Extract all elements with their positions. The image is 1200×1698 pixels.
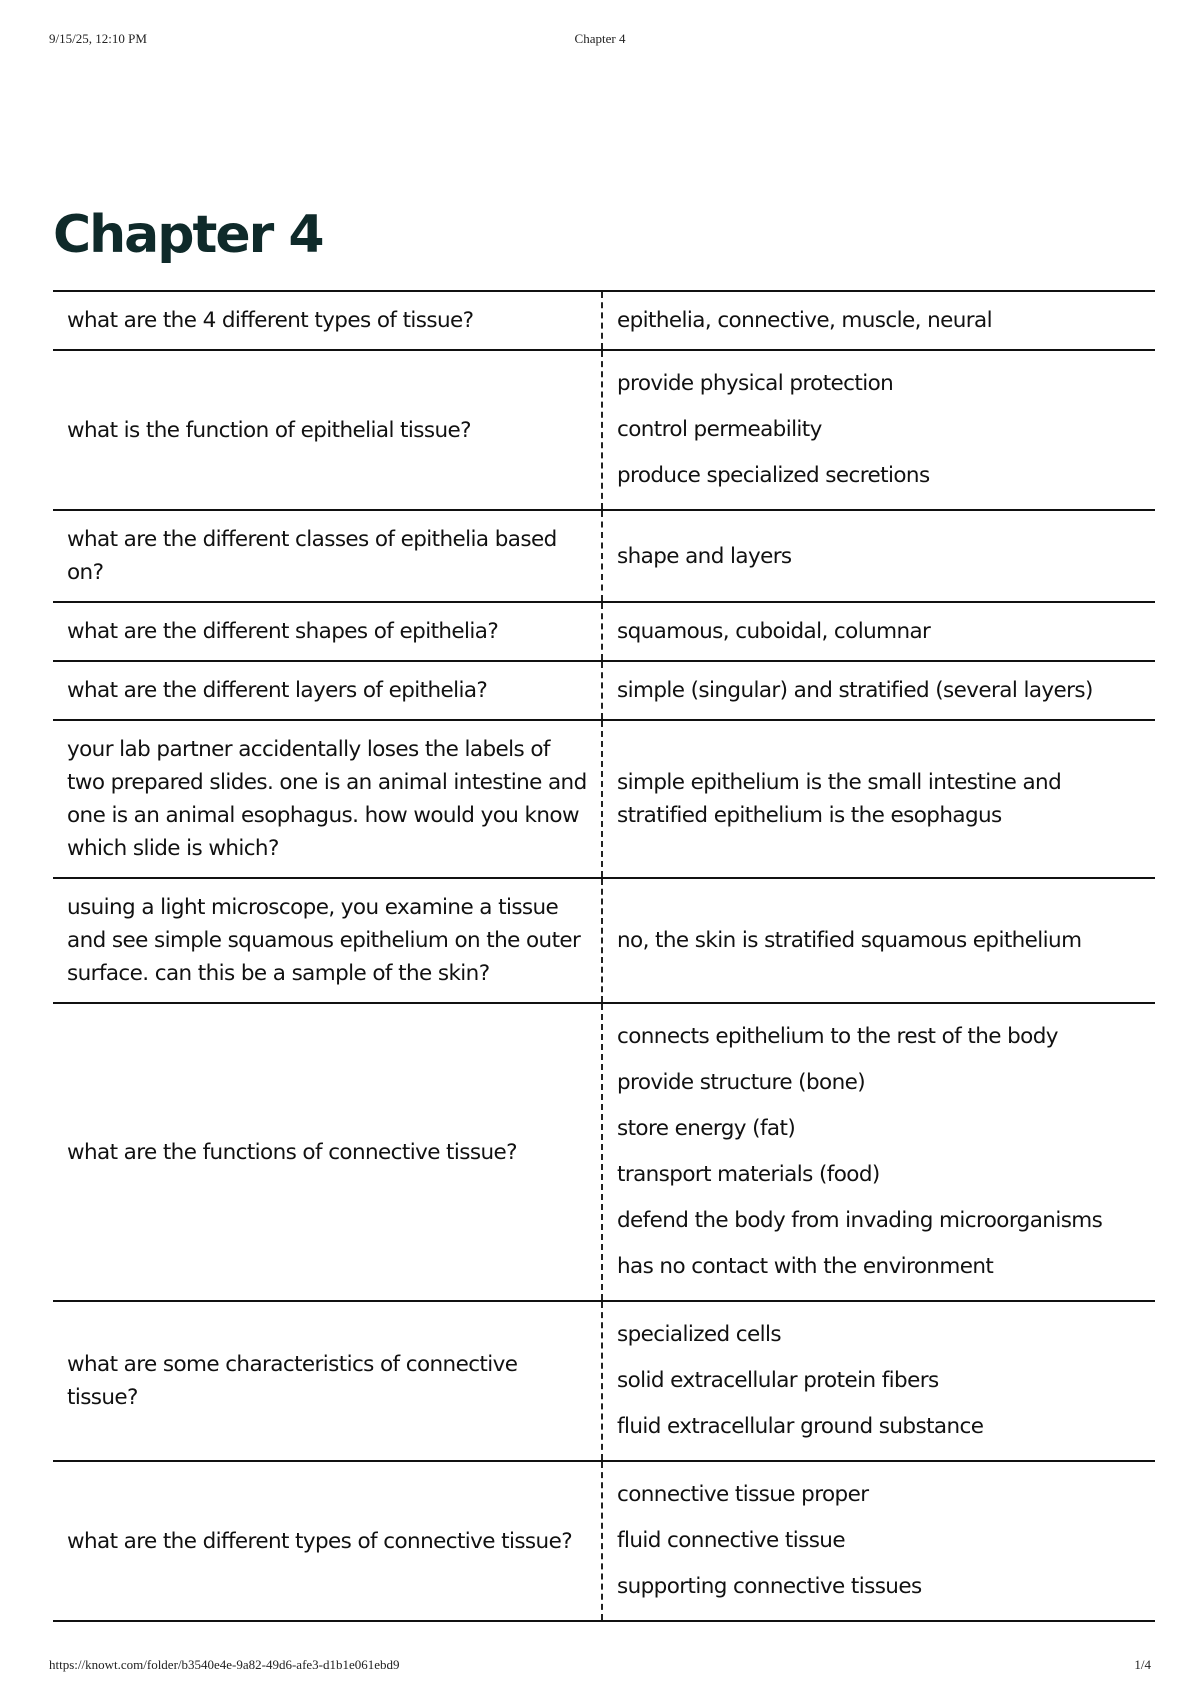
print-page-number: 1/4 <box>1134 1657 1151 1672</box>
flashcard-definition-line: transport materials (food) <box>617 1162 880 1187</box>
flashcard-definition-line: provide structure (bone) <box>617 1070 866 1095</box>
flashcard-definition-line: fluid connective tissue <box>617 1528 845 1553</box>
flashcard-definition <box>603 879 1155 1002</box>
flashcard-row <box>53 721 1155 879</box>
flashcard-definition-line: squamous, cuboidal, columnar <box>617 619 931 644</box>
flashcard-definition-line: control permeability <box>617 417 822 442</box>
print-header <box>49 31 1151 51</box>
flashcard-term <box>53 351 603 509</box>
flashcard-definition <box>603 721 1155 877</box>
flashcard-definition-line: no, the skin is stratified squamous epithelium <box>617 928 1082 953</box>
flashcard-definition <box>603 351 1155 509</box>
flashcard-definition <box>603 1004 1155 1300</box>
flashcard-term-text: what is the function of epithelial tissue? <box>67 417 471 443</box>
flashcard-definition <box>603 511 1155 601</box>
print-url: https://knowt.com/folder/b3540e4e-9a82-49d6-afe3-d1b1e061ebd9 <box>49 1657 400 1672</box>
flashcard-term <box>53 662 603 719</box>
flashcard-definition-line: produce specialized secretions <box>617 463 930 488</box>
flashcard-definition-line: store energy (fat) <box>617 1116 796 1141</box>
flashcard-definition-line: has no contact with the environment <box>617 1254 994 1279</box>
flashcard-row <box>53 603 1155 662</box>
flashcard-definition <box>603 1302 1155 1460</box>
document-title: Chapter 4 <box>53 205 323 265</box>
flashcard-definition <box>603 1462 1155 1620</box>
flashcard-definition <box>603 603 1155 660</box>
flashcard-term-text: what are the different layers of epithelia? <box>67 678 488 703</box>
flashcard-term <box>53 1302 603 1460</box>
flashcard-term <box>53 603 603 660</box>
flashcard-definition-line: supporting connective tissues <box>617 1574 922 1599</box>
flashcard-table <box>53 290 1155 1622</box>
flashcard-row <box>53 662 1155 721</box>
flashcard-term <box>53 879 603 1002</box>
flashcard-definition-line: connects epithelium to the rest of the body <box>617 1024 1058 1049</box>
flashcard-row <box>53 1302 1155 1462</box>
flashcard-row <box>53 1004 1155 1302</box>
flashcard-row <box>53 511 1155 603</box>
flashcard-definition-line: simple (singular) and stratified (several layers) <box>617 678 1093 703</box>
flashcard-term <box>53 511 603 601</box>
flashcard-definition-line: provide physical protection <box>617 371 894 396</box>
flashcard-definition-line: shape and layers <box>617 543 792 569</box>
flashcard-definition <box>603 292 1155 349</box>
flashcard-row <box>53 292 1155 351</box>
flashcard-definition <box>603 662 1155 719</box>
flashcard-term <box>53 721 603 877</box>
flashcard-term <box>53 1462 603 1620</box>
flashcard-term-text: usuing a light microscope, you examine a tissue and see simple squamous epithelium on the outer surface. can this be a sample of the skin? <box>67 895 581 986</box>
flashcard-definition-line: connective tissue proper <box>617 1482 869 1507</box>
print-datetime: 9/15/25, 12:10 PM <box>49 31 147 46</box>
flashcard-term-text: what are the different classes of epithelia based on? <box>67 527 557 585</box>
flashcard-definition-line: defend the body from invading microorganisms <box>617 1208 1103 1233</box>
flashcard-definition-line: solid extracellular protein fibers <box>617 1368 939 1393</box>
flashcard-row <box>53 879 1155 1004</box>
flashcard-term-text: what are the functions of connective tissue? <box>67 1139 517 1165</box>
flashcard-row <box>53 351 1155 511</box>
flashcard-term-text: what are the different types of connective tissue? <box>67 1528 573 1554</box>
flashcard-definition-line: specialized cells <box>617 1322 781 1347</box>
flashcard-term <box>53 292 603 349</box>
flashcard-term-text: what are the 4 different types of tissue? <box>67 308 474 333</box>
flashcard-definition-line: epithelia, connective, muscle, neural <box>617 308 992 333</box>
flashcard-term-text: what are the different shapes of epithelia? <box>67 619 499 644</box>
flashcard-term <box>53 1004 603 1300</box>
flashcard-definition-line: fluid extracellular ground substance <box>617 1414 984 1439</box>
print-page-title: Chapter 4 <box>574 31 626 46</box>
print-footer <box>49 1657 1151 1677</box>
flashcard-row <box>53 1462 1155 1622</box>
flashcard-term-text: your lab partner accidentally loses the labels of two prepared slides. one is an animal intestine and one is an animal esophagus. how would you know which slide is which? <box>67 737 587 861</box>
flashcard-definition-line: simple epithelium is the small intestine and stratified epithelium is the esophagus <box>617 770 1062 828</box>
flashcard-term-text: what are some characteristics of connective tissue? <box>67 1352 518 1410</box>
